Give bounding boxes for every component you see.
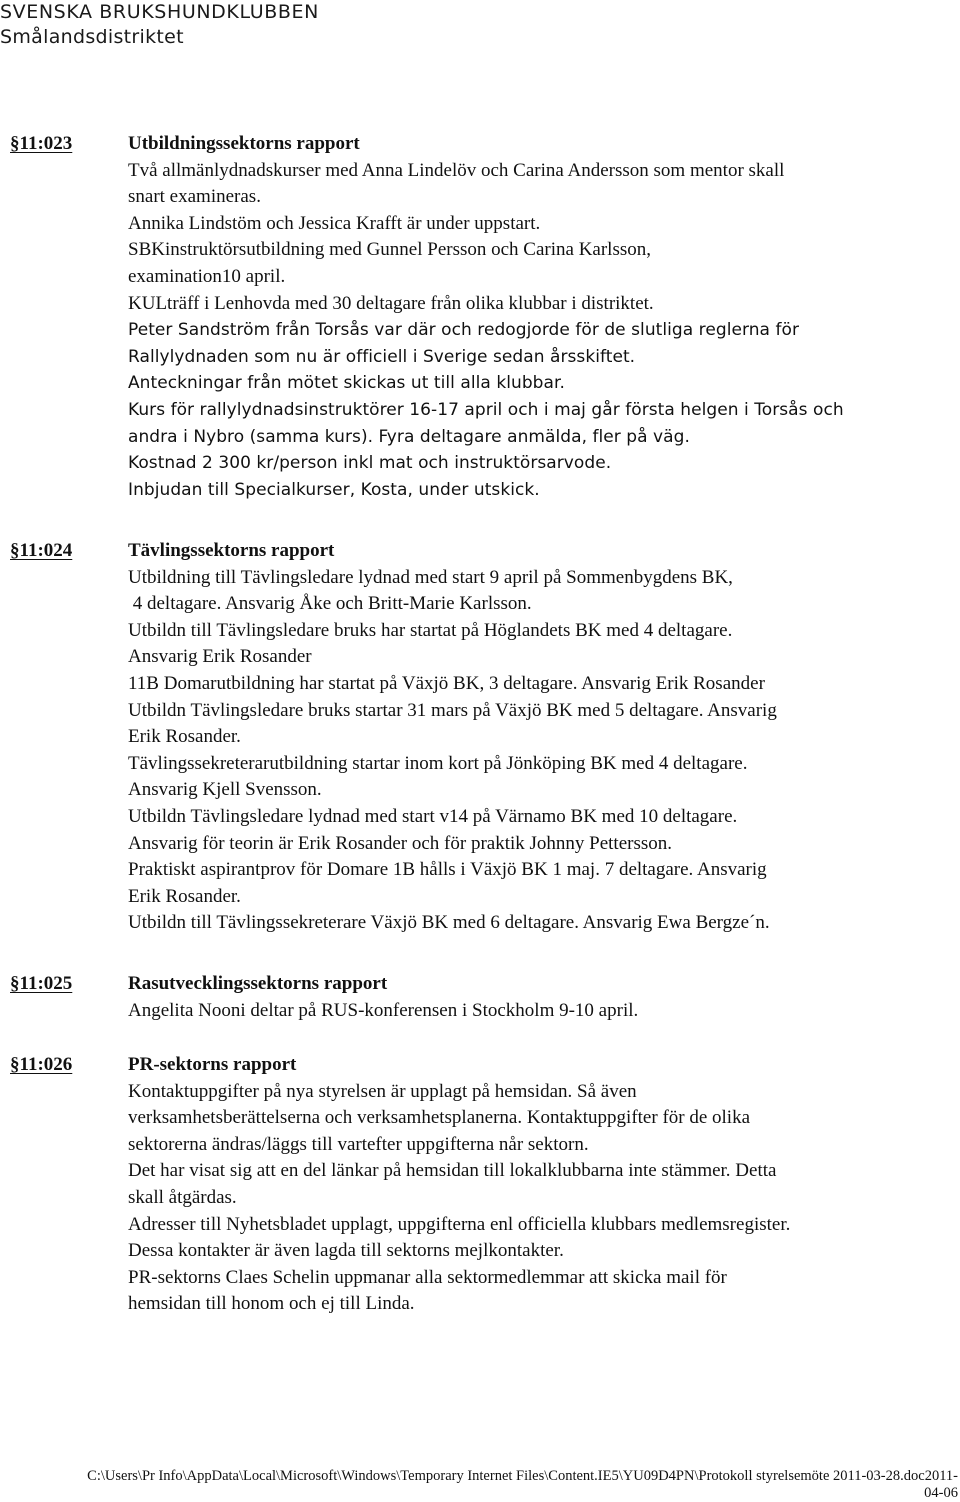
paragraph-line: PR-sektorns Claes Schelin uppmanar alla sektormedlemmar att skicka mail för	[128, 1266, 727, 1288]
section-content	[128, 1052, 955, 1318]
paragraph-line: Utbildn Tävlingsledare lydnad med start v14 på Värnamo BK med 10 deltagare.	[128, 805, 738, 827]
paragraph-line: Utbildn Tävlingsledare bruks startar 31 mars på Växjö BK med 5 deltagare. Ansvarig	[128, 699, 777, 721]
paragraph-line: Tävlingssekreterarutbildning startar inom kort på Jönköping BK med 4 deltagare.	[128, 752, 748, 774]
paragraph-line: KULträff i Lenhovda med 30 deltagare från olika klubbar i distriktet.	[128, 292, 654, 314]
section-number-value: 11:024	[19, 540, 73, 561]
section-11-025	[10, 971, 955, 1024]
paragraph-line: Utbildning till Tävlingsledare lydnad med start 9 april på Sommenbygdens BK,	[128, 566, 733, 588]
document-footer	[87, 1468, 958, 1502]
section-11-024	[10, 538, 955, 937]
paragraph-line: Utbildn till Tävlingssekreterare Växjö BK med 6 deltagare. Ansvarig Ewa Bergze´n.	[128, 912, 770, 934]
section-title: PR-sektorns rapport	[128, 1054, 297, 1075]
paragraph-line: snart examineras.	[128, 186, 261, 208]
paragraph-line: Erik Rosander.	[128, 885, 241, 907]
paragraph-line: sektorerna ändras/läggs till vartefter uppgifterna når sektorn.	[128, 1133, 589, 1155]
paragraph-line: SBKinstruktörsutbildning med Gunnel Persson och Carina Karlsson,	[128, 239, 651, 261]
section-number	[10, 131, 72, 158]
paragraph-line: Rallylydnaden som nu är officiell i Sverige sedan årsskiftet.	[128, 346, 636, 367]
paragraph-line: 4 deltagare. Ansvarig Åke och Britt-Marie Karlsson.	[128, 593, 532, 615]
section-title: Rasutvecklingssektorns rapport	[128, 973, 388, 994]
paragraph-line: Praktiskt aspirantprov för Domare 1B hålls i Växjö BK 1 maj. 7 deltagare. Ansvarig	[128, 859, 767, 881]
paragraph-line: Adresser till Nyhetsbladet upplagt, uppgifterna enl officiella klubbars medlemsregister.	[128, 1213, 791, 1235]
paragraph-line: examination10 april.	[128, 265, 286, 287]
section-number-value: 11:023	[19, 133, 73, 154]
section-content	[128, 538, 955, 937]
sans-serif-block	[128, 317, 955, 503]
file-path-line: C:\Users\Pr Info\AppData\Local\Microsoft\Windows\Temporary Internet Files\Content.IE5\YU09D4PN\Protokoll styrelsemöte 2011-03-28.doc2011-	[87, 1468, 958, 1484]
paragraph-line: Kontaktuppgifter på nya styrelsen är upplagt på hemsidan. Så även	[128, 1080, 637, 1102]
section-number-value: 11:026	[19, 1054, 73, 1075]
paragraph-line: andra i Nybro (samma kurs). Fyra deltagare anmälda, fler på väg.	[128, 426, 690, 447]
paragraph-line: Peter Sandström från Torsås var där och redogjorde för de slutliga reglerna för	[128, 320, 799, 341]
paragraph-line: Kurs för rallylydnadsinstruktörer 16-17 april och i maj går första helgen i Torsås och	[128, 399, 844, 420]
section-content	[128, 131, 955, 503]
paragraph-line: Annika Lindstöm och Jessica Krafft är under uppstart.	[128, 212, 541, 234]
paragraph-line: hemsidan till honom och ej till Linda.	[128, 1293, 415, 1315]
section-sign: §	[10, 1054, 20, 1075]
paragraph-line: Inbjudan till Specialkurser, Kosta, under utskick.	[128, 479, 540, 500]
section-content	[128, 971, 955, 1024]
paragraph-line: Två allmänlydnadskurser med Anna Lindelöv och Carina Andersson som mentor skall	[128, 159, 785, 181]
paragraph-line: skall åtgärdas.	[128, 1186, 237, 1208]
section-number	[10, 1052, 72, 1079]
paragraph-line: Det har visat sig att en del länkar på hemsidan till lokalklubbarna inte stämmer. Detta	[128, 1160, 777, 1182]
section-number	[10, 971, 72, 998]
paragraph-line: Ansvarig Erik Rosander	[128, 646, 312, 668]
section-sign: §	[10, 540, 20, 561]
paragraph-line: Angelita Nooni deltar på RUS-konferensen i Stockholm 9-10 april.	[128, 999, 639, 1021]
document-header	[0, 0, 319, 50]
section-number	[10, 538, 72, 565]
paragraph-line: 11B Domarutbildning har startat på Växjö BK, 3 deltagare. Ansvarig Erik Rosander	[128, 672, 765, 694]
district-name: Smålandsdistriktet	[0, 26, 184, 48]
section-sign: §	[10, 973, 20, 994]
section-11-026	[10, 1052, 955, 1318]
section-number-value: 11:025	[19, 973, 73, 994]
paragraph-line: Anteckningar från mötet skickas ut till alla klubbar.	[128, 373, 565, 394]
organization-name: SVENSKA BRUKSHUNDKLUBBEN	[0, 1, 319, 23]
paragraph-line: Utbildn till Tävlingsledare bruks har startat på Höglandets BK med 4 deltagare.	[128, 619, 733, 641]
paragraph-line: Ansvarig för teorin är Erik Rosander och för praktik Johnny Pettersson.	[128, 832, 673, 854]
section-title: Tävlingssektorns rapport	[128, 540, 335, 561]
section-title: Utbildningssektorns rapport	[128, 133, 360, 154]
paragraph-line: Erik Rosander.	[128, 726, 241, 748]
section-sign: §	[10, 133, 20, 154]
paragraph-line: Kostnad 2 300 kr/person inkl mat och instruktörsarvode.	[128, 453, 612, 474]
section-11-023	[10, 131, 955, 503]
paragraph-line: Ansvarig Kjell Svensson.	[128, 779, 322, 801]
paragraph-line: verksamhetsberättelserna och verksamhetsplanerna. Kontaktuppgifter för de olika	[128, 1107, 751, 1129]
paragraph-line: Dessa kontakter är även lagda till sektorns mejlkontakter.	[128, 1240, 564, 1262]
file-path-date-line: 04-06	[924, 1485, 958, 1501]
